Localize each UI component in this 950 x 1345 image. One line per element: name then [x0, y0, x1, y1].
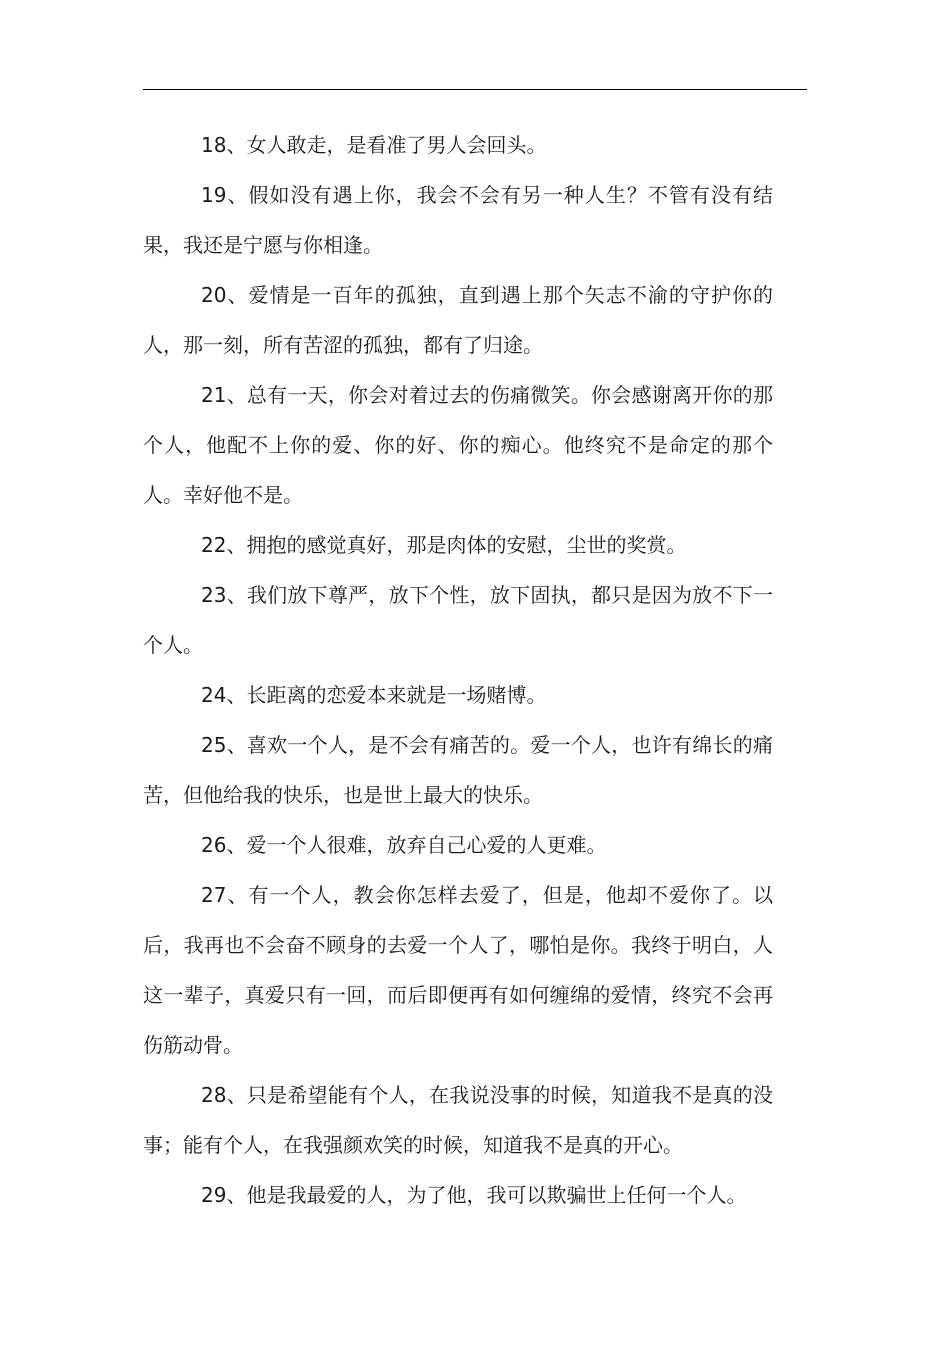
- paragraph-29: 29、他是我最爱的人，为了他，我可以欺骗世上任何一个人。: [201, 1183, 747, 1207]
- paragraph-19: 19、假如没有遇上你，我会不会有另一种人生？不管有没有结果，我还是宁愿与你相逢。: [143, 183, 773, 257]
- paragraph-21: 21、总有一天，你会对着过去的伤痛微笑。你会感谢离开你的那个人，他配不上你的爱、你的好、你的痴心。他终究不是命定的那个人。幸好他不是。: [143, 383, 773, 507]
- paragraph-24: 24、长距离的恋爱本来就是一场赌博。: [201, 683, 547, 707]
- header-rule: [143, 89, 807, 90]
- paragraph-23: 23、我们放下尊严，放下个性，放下固执，都只是因为放不下一个人。: [143, 583, 773, 657]
- document-body: [143, 120, 773, 1220]
- paragraph-28: 28、只是希望能有个人，在我说没事的时候，知道我不是真的没事；能有个人，在我强颜欢笑的时候，知道我不是真的开心。: [143, 1083, 773, 1157]
- paragraph-18: 18、女人敢走，是看准了男人会回头。: [201, 133, 547, 157]
- paragraph-22: 22、拥抱的感觉真好，那是肉体的安慰，尘世的奖赏。: [201, 533, 687, 557]
- paragraph-25: 25、喜欢一个人，是不会有痛苦的。爱一个人，也许有绵长的痛苦，但他给我的快乐，也是世上最大的快乐。: [143, 733, 773, 807]
- paragraph-27: 27、有一个人，教会你怎样去爱了，但是，他却不爱你了。以后，我再也不会奋不顾身的去爱一个人了，哪怕是你。我终于明白，人这一辈子，真爱只有一回，而后即便再有如何缠绵的爱情，终究不会再伤筋动骨。: [143, 883, 773, 1057]
- paragraph-20: 20、爱情是一百年的孤独，直到遇上那个矢志不渝的守护你的人，那一刻，所有苦涩的孤独，都有了归途。: [143, 283, 773, 357]
- paragraph-26: 26、爱一个人很难，放弃自己心爱的人更难。: [201, 833, 607, 857]
